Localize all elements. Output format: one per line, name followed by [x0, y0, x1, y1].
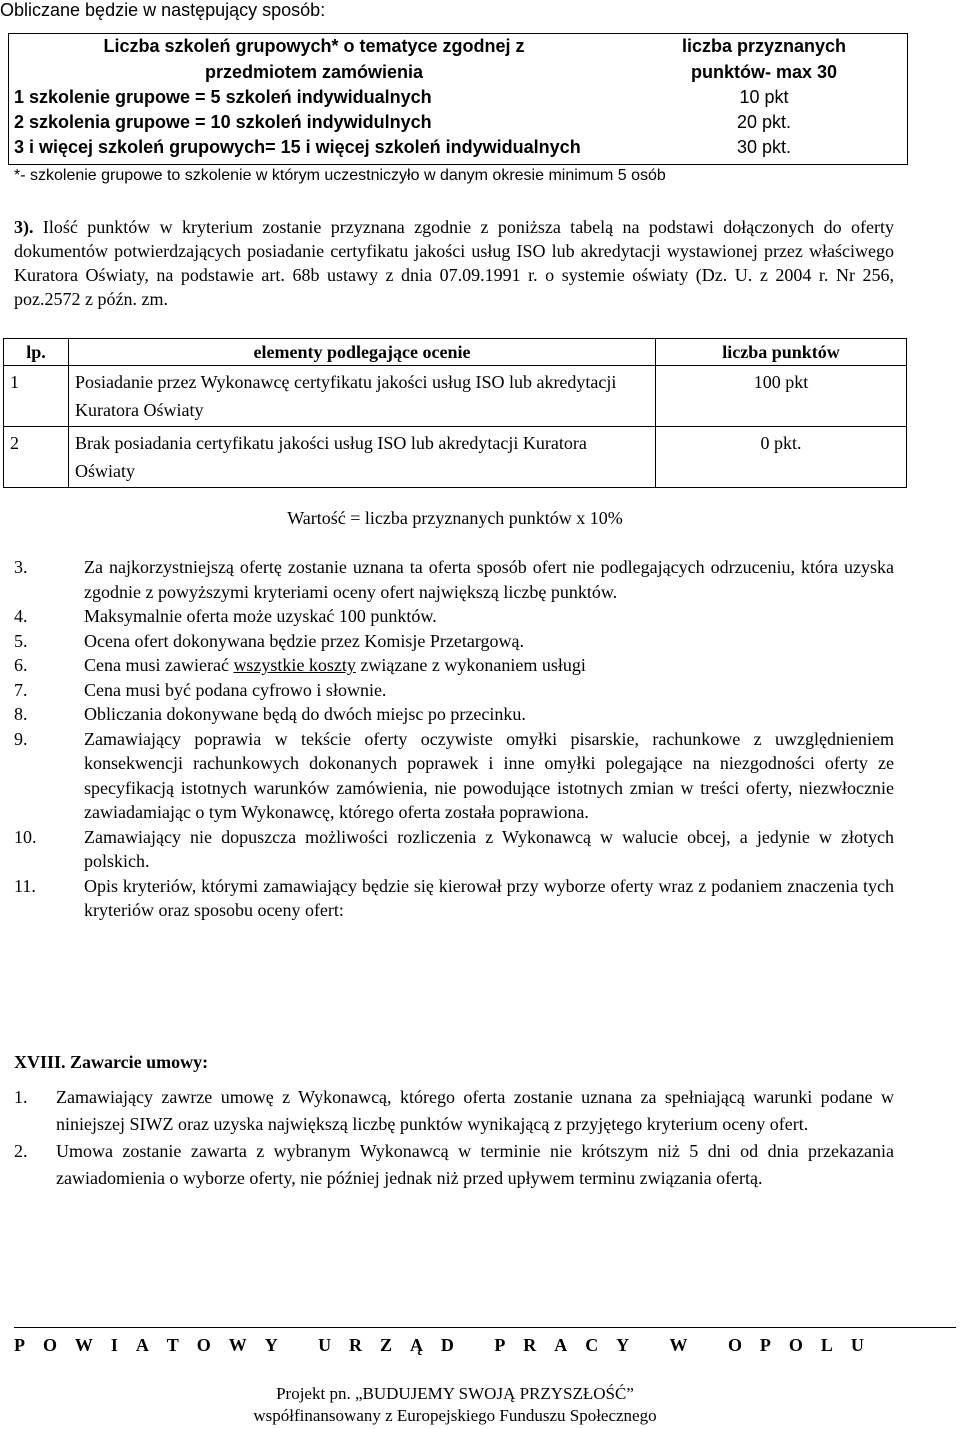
office-letter: U: [318, 1335, 332, 1355]
table1-header-col2-line1: liczba przyznanych: [681, 36, 847, 56]
list-item: [14, 874, 894, 923]
office-letter: W: [74, 1335, 93, 1355]
office-letter: C: [585, 1335, 599, 1355]
list-item-number: 10.: [14, 826, 37, 847]
table1-row-points: 30 pkt.: [736, 137, 792, 157]
table1-header-col1: [8, 33, 620, 85]
office-letter: P: [494, 1335, 506, 1355]
office-letter: W: [228, 1335, 247, 1355]
office-letter: W: [669, 1335, 688, 1355]
office-letter: L: [820, 1335, 833, 1355]
office-letter: [706, 1335, 711, 1356]
list-item: [14, 1084, 894, 1137]
office-letter: D: [440, 1335, 454, 1355]
list-item: [14, 702, 894, 727]
criterion-3-number: 3).: [14, 217, 34, 237]
list-item-number: 7.: [14, 679, 28, 700]
list-item-number: 11.: [14, 875, 36, 896]
list-item-number: 1.: [14, 1087, 28, 1107]
criterion-3-paragraph: [14, 215, 894, 311]
office-letter: A: [554, 1335, 568, 1355]
office-letter: Y: [616, 1335, 630, 1355]
office-letter: Ą: [409, 1335, 423, 1355]
table2-row-points: 100 pkt: [656, 366, 907, 427]
table1-row-points: 10 pkt: [739, 87, 789, 107]
list-item-text: Opis kryteriów, którymi zamawiający będzie się kierował przy wyborze oferty wraz z podaniem znaczenia tych kryteriów oraz sposobu oceny ofert:: [84, 875, 894, 920]
table1-header-row: [8, 33, 908, 85]
office-letter: T: [166, 1335, 179, 1355]
table1-row-points: 20 pkt.: [736, 112, 792, 132]
table2-header-points: liczba punktów: [656, 339, 907, 366]
footer-rule: [14, 1327, 956, 1328]
list-item: [14, 629, 894, 654]
table1-header-col2-line2: punktów- max 30: [690, 62, 838, 82]
list-item-number: 5.: [14, 630, 28, 651]
table-row: [8, 85, 908, 110]
table2-row-lp: 2: [4, 427, 69, 488]
table1-header-col1-line1: Liczba szkoleń grupowych* o tematyce zgodnej z: [103, 36, 525, 56]
table-row: [4, 427, 907, 488]
table1-header-col1-line2: przedmiotem zamówienia: [204, 62, 424, 82]
value-formula: Wartość = liczba przyznanych punktów x 10%: [287, 508, 623, 528]
list-item-number: 4.: [14, 606, 28, 626]
list-item-text: Za najkorzystniejszą ofertę zostanie uznana ta oferta sposób ofert nie podlegających odrzuceniu, która uzyska zgodnie z powyższymi kryteriami oceny ofert największą liczbę punktów.: [84, 557, 894, 602]
table2-header-row: [4, 339, 907, 366]
table-row: [8, 135, 908, 160]
list-item-text: Ocena ofert dokonywana będzie przez Komisje Przetargową.: [84, 630, 524, 651]
list-item: [14, 1138, 894, 1191]
table2-row-element: Posiadanie przez Wykonawcę certyfikatu jakości usług ISO lub akredytacji Kuratora Oświaty: [69, 366, 656, 427]
table2-header-lp: lp.: [4, 339, 69, 366]
office-letter: [296, 1335, 301, 1356]
list-item-number: 9.: [14, 728, 28, 749]
office-letter: A: [135, 1335, 149, 1355]
table2-header-elements: elementy podlegające ocenie: [69, 339, 656, 366]
project-line-2: współfinansowany z Europejskiego Funduszu Społecznego: [253, 1406, 657, 1425]
list-item-number: 3.: [14, 557, 28, 577]
office-letter: Y: [264, 1335, 278, 1355]
table1-header-col2: [620, 33, 908, 85]
list-item: [14, 678, 894, 703]
list-item-text-after: związane z wykonaniem usługi: [355, 655, 586, 675]
list-item-text: Zamawiający nie dopuszcza możliwości rozliczenia z Wykonawcą w walucie obcej, a jedynie w złotych polskich.: [84, 826, 894, 871]
table2-row-element: Brak posiadania certyfikatu jakości usług ISO lub akredytacji Kuratora Oświaty: [69, 427, 656, 488]
table-row: [8, 110, 908, 135]
list-item: [14, 604, 894, 629]
office-letter: O: [196, 1335, 211, 1355]
list-item-text: Obliczania dokonywane będą do dwóch miejsc po przecinku.: [84, 704, 526, 724]
criterion-3-text: Ilość punktów w kryterium zostanie przyznana zgodnie z poniższa tabelą na podstawi dołączonych do oferty dokumentów potwierdzających posiadanie certyfikatu jakości usług ISO lub akredytacji wystawionej przez właściwego Kuratora Oświaty, na podstawie art. 68b ustawy z dnia 07.09.1991 r. o systemie oświaty (Dz. U. z 2004 r. Nr 256, poz.2572 z późn. zm.: [14, 217, 894, 309]
list-item-number: 8.: [14, 704, 28, 724]
table1-row-label: 1 szkolenie grupowe = 5 szkoleń indywidualnych: [14, 87, 432, 107]
list-item-number: 6.: [14, 655, 28, 675]
list-item: [14, 825, 894, 874]
list-item-text: Maksymalnie oferta może uzyskać 100 punktów.: [84, 606, 437, 626]
office-letter: U: [850, 1335, 864, 1355]
list-item-text: Umowa zostanie zawarta z wybranym Wykonawcą w terminie nie krótszym niż 5 dni od dnia przekazania zawiadomienia o wyborze oferty, nie później jednak niż przed upływem terminu związania ofertą.: [56, 1141, 894, 1188]
project-info: [0, 1383, 910, 1427]
list-item: [14, 727, 894, 825]
section-title: XVIII. Zawarcie umowy:: [14, 1052, 209, 1072]
office-letter: R: [523, 1335, 537, 1355]
underlined-phrase: wszystkie koszty: [233, 655, 356, 675]
table2-row-points: 0 pkt.: [656, 427, 907, 488]
table1-footnote: *- szkolenie grupowe to szkolenie w którym uczestniczyło w danym okresie minimum 5 osób: [14, 167, 666, 184]
table-row: [4, 366, 907, 427]
list-item-text: Zamawiający zawrze umowę z Wykonawcą, którego oferta zostanie uznana za spełniającą warunki podane w niniejszej SIWZ oraz uzyska największą liczbę punktów wynikającą z przyjętego kryterium oceny ofert.: [56, 1087, 894, 1134]
office-letter: O: [42, 1335, 57, 1355]
list-item-text: Zamawiający poprawia w tekście oferty oczywiste omyłki pisarskie, rachunkowe z uwzględnieniem konsekwencji rachunkowych dokonanych poprawek i inne omyłki polegające na niezgodności oferty ze specyfikacją istotnych warunków zamówienia, nie powodujące istotnych zmian w treści oferty, niezwłocznie zawiadamiając o tym Wykonawcę, którego oferta została poprawiona.: [84, 728, 894, 822]
list-item: [14, 653, 894, 678]
training-points-table: [8, 33, 908, 160]
section-items: [14, 1084, 894, 1192]
intro-text: Obliczane będzie w następujący sposób:: [0, 0, 326, 20]
table2-row-lp: 1: [4, 366, 69, 427]
iso-criterion-table: [3, 338, 907, 488]
project-line-1: Projekt pn. „BUDUJEMY SWOJĄ PRZYSZŁOŚĆ”: [276, 1384, 634, 1403]
list-item-text-before: Cena musi zawierać: [84, 655, 234, 675]
table1-row-label: 3 i więcej szkoleń grupowych= 15 i więcej szkoleń indywidualnych: [14, 137, 581, 157]
list-item-text: Cena musi być podana cyfrowo i słownie.: [84, 679, 387, 700]
office-letter: I: [110, 1335, 118, 1355]
office-letter: R: [349, 1335, 363, 1355]
rules-list: [14, 555, 894, 923]
office-letter: Z: [380, 1335, 393, 1355]
office-letter: P: [759, 1335, 771, 1355]
office-letter: O: [788, 1335, 803, 1355]
office-letter: P: [14, 1335, 25, 1355]
list-item-number: 2.: [14, 1141, 28, 1161]
office-letter: [472, 1335, 477, 1356]
office-letter: O: [727, 1335, 742, 1355]
office-name: [14, 1335, 864, 1356]
table1-row-label: 2 szkolenia grupowe = 10 szkoleń indywidulnych: [14, 112, 432, 132]
office-letter: [647, 1335, 652, 1356]
list-item: [14, 555, 894, 604]
list-item-text: [84, 653, 894, 678]
